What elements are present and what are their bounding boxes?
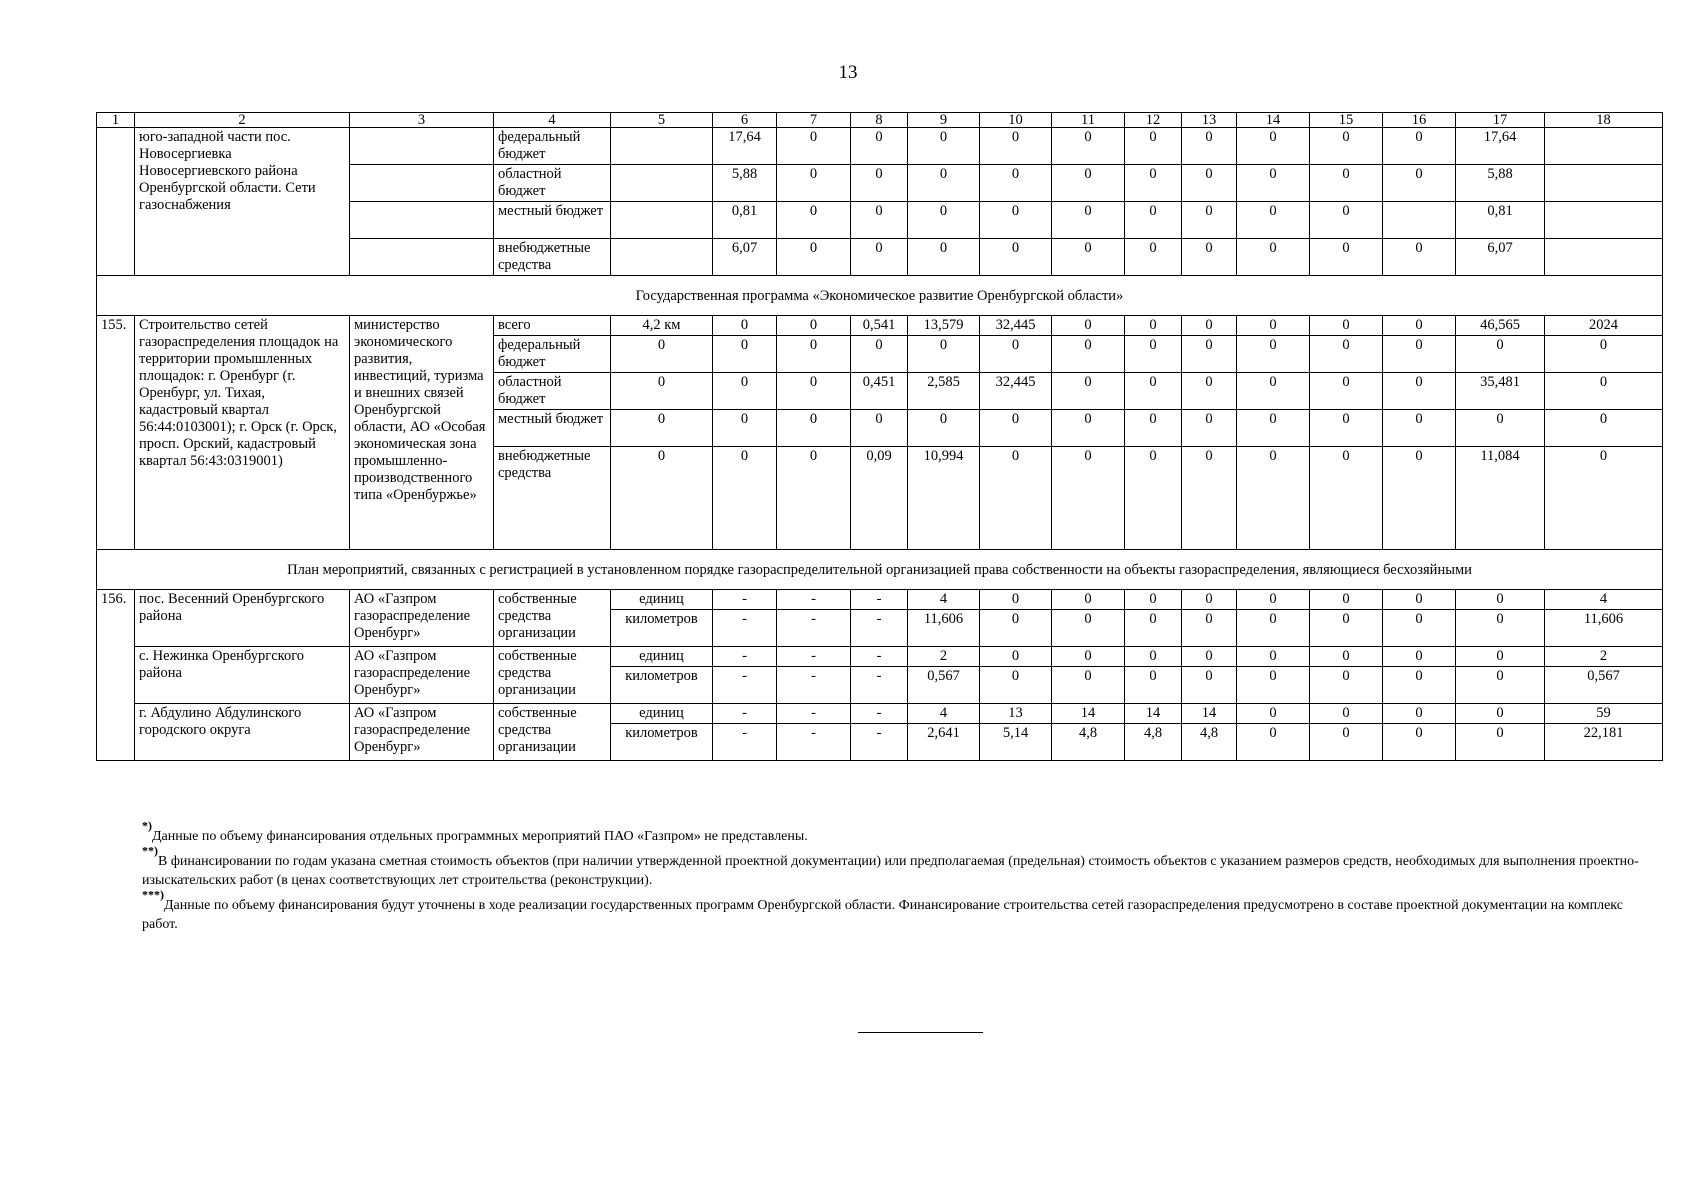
column-number-row: [97, 113, 1663, 128]
value-cell: 59: [1545, 704, 1663, 724]
column-number: 13: [1182, 113, 1237, 128]
column-number: 15: [1310, 113, 1383, 128]
value-cell: 0: [777, 165, 851, 202]
value-cell: 0: [980, 447, 1052, 550]
value-cell: 0: [1125, 316, 1182, 336]
value-cell: 0: [1125, 128, 1182, 165]
value-cell: 0: [1237, 336, 1310, 373]
unit-cell: километров: [611, 667, 713, 704]
value-cell: 0: [1182, 447, 1237, 550]
closing-rule: [858, 1032, 983, 1033]
funding-source: собственные средства организации: [494, 704, 611, 761]
value-cell: 0: [713, 316, 777, 336]
value-cell: 0: [1052, 239, 1125, 276]
value-cell: 0: [1237, 647, 1310, 667]
value-cell: 0: [1383, 447, 1456, 550]
funding-source: федеральный бюджет: [494, 336, 611, 373]
value-cell: -: [777, 610, 851, 647]
value-cell: [1545, 128, 1663, 165]
table-row: [97, 647, 1663, 667]
value-cell: 0: [851, 128, 908, 165]
value-cell: 0: [1383, 165, 1456, 202]
executor: АО «Газпром газораспределение Оренбург»: [350, 704, 494, 761]
table-row: [97, 590, 1663, 610]
value-cell: 46,565: [1456, 316, 1545, 336]
value-cell: 0: [1052, 590, 1125, 610]
value-cell: 0,451: [851, 373, 908, 410]
value-cell: 0,81: [1456, 202, 1545, 239]
executor: АО «Газпром газораспределение Оренбург»: [350, 647, 494, 704]
value-cell: 0: [1125, 165, 1182, 202]
value-cell: 0: [1125, 336, 1182, 373]
footnote-mark: *): [142, 818, 152, 833]
value-cell: -: [777, 590, 851, 610]
value-cell: 0: [851, 336, 908, 373]
column-number: 5: [611, 113, 713, 128]
value-cell: 0: [777, 202, 851, 239]
column-number: 6: [713, 113, 777, 128]
value-cell: 0: [611, 447, 713, 550]
value-cell: 0: [1456, 590, 1545, 610]
value-cell: 0: [611, 410, 713, 447]
value-cell: 0: [777, 316, 851, 336]
value-cell: 0: [1383, 647, 1456, 667]
funding-source: областной бюджет: [494, 165, 611, 202]
value-cell: 0: [1237, 128, 1310, 165]
value-cell: 0: [908, 128, 980, 165]
value-cell: 0: [1456, 647, 1545, 667]
value-cell: 2,641: [908, 724, 980, 761]
value-cell: 0: [1125, 667, 1182, 704]
value-cell: 10,994: [908, 447, 980, 550]
value-cell: 0: [1310, 336, 1383, 373]
value-cell: 5,88: [713, 165, 777, 202]
value-cell: 0: [1383, 724, 1456, 761]
value-cell: 0: [777, 447, 851, 550]
value-cell: 0: [1237, 165, 1310, 202]
section-title: Государственная программа «Экономическое развитие Оренбургской области»: [97, 276, 1663, 316]
funding-source: внебюджетные средства: [494, 239, 611, 276]
value-cell: 0: [851, 239, 908, 276]
value-cell: 0,541: [851, 316, 908, 336]
value-cell: 0: [1310, 447, 1383, 550]
capacity-cell: [611, 239, 713, 276]
value-cell: 13,579: [908, 316, 980, 336]
value-cell: 0,81: [713, 202, 777, 239]
value-cell: [1383, 202, 1456, 239]
value-cell: 0: [1237, 447, 1310, 550]
value-cell: 0: [1125, 647, 1182, 667]
object-name: г. Абдулино Абдулинского городского округа: [135, 704, 350, 761]
value-cell: 14: [1052, 704, 1125, 724]
value-cell: 0: [777, 128, 851, 165]
funding-source: всего: [494, 316, 611, 336]
value-cell: 4: [908, 704, 980, 724]
value-cell: 17,64: [713, 128, 777, 165]
column-number: 2: [135, 113, 350, 128]
value-cell: 0: [1310, 128, 1383, 165]
value-cell: 4: [1545, 590, 1663, 610]
column-number: 11: [1052, 113, 1125, 128]
program-table: [96, 112, 1663, 761]
footnote-text: Данные по объему финансирования отдельных программных мероприятий ПАО «Газпром» не представлены.: [152, 829, 808, 844]
value-cell: 0: [1182, 590, 1237, 610]
value-cell: 0: [1310, 239, 1383, 276]
unit-cell: единиц: [611, 590, 713, 610]
capacity-cell: [611, 128, 713, 165]
value-cell: 0: [1310, 202, 1383, 239]
value-cell: 0: [980, 128, 1052, 165]
value-cell: 0: [1052, 202, 1125, 239]
value-cell: 0: [1125, 410, 1182, 447]
value-cell: 0: [908, 165, 980, 202]
value-cell: 0: [1182, 128, 1237, 165]
value-cell: 0: [1237, 316, 1310, 336]
executor-cell: [350, 165, 494, 202]
value-cell: 0: [1383, 410, 1456, 447]
column-number: 17: [1456, 113, 1545, 128]
value-cell: 0: [1456, 410, 1545, 447]
value-cell: -: [851, 610, 908, 647]
funding-source: собственные средства организации: [494, 647, 611, 704]
table-row: [97, 128, 1663, 165]
entry-number-cell: [97, 128, 135, 276]
value-cell: 0: [1237, 202, 1310, 239]
section-row: [97, 550, 1663, 590]
value-cell: -: [777, 667, 851, 704]
value-cell: 0: [1237, 373, 1310, 410]
value-cell: 0: [1310, 724, 1383, 761]
value-cell: 0: [908, 410, 980, 447]
value-cell: [1545, 202, 1663, 239]
entry-number: 156.: [97, 590, 135, 761]
value-cell: 0: [1456, 667, 1545, 704]
page-number: 13: [838, 62, 858, 83]
value-cell: 0: [1052, 610, 1125, 647]
value-cell: -: [713, 610, 777, 647]
funding-source: собственные средства организации: [494, 590, 611, 647]
value-cell: 0,567: [1545, 667, 1663, 704]
footnote-text: В финансировании по годам указана сметная стоимость объектов (при наличии утвержденной проектной документации) или предполагаемая (предельная) стоимость объектов с указанием размеров средств, необходимых для выполнения проектно-изыскательских работ (в ценах соответствующих лет строительства (реконструкции).: [142, 854, 1639, 888]
value-cell: 2: [908, 647, 980, 667]
value-cell: 0: [1182, 239, 1237, 276]
unit-cell: километров: [611, 610, 713, 647]
value-cell: 0: [1052, 373, 1125, 410]
value-cell: -: [713, 590, 777, 610]
value-cell: 0: [1383, 373, 1456, 410]
entry-number: 155.: [97, 316, 135, 550]
value-cell: [1545, 165, 1663, 202]
footnote: [142, 887, 1642, 932]
value-cell: -: [777, 647, 851, 667]
value-cell: 0: [1310, 410, 1383, 447]
value-cell: 0: [1310, 667, 1383, 704]
value-cell: -: [851, 647, 908, 667]
funding-source: федеральный бюджет: [494, 128, 611, 165]
value-cell: 0,09: [851, 447, 908, 550]
capacity-cell: [611, 202, 713, 239]
funding-source: местный бюджет: [494, 410, 611, 447]
executor-cell: [350, 239, 494, 276]
value-cell: 0: [1182, 202, 1237, 239]
value-cell: 0: [1383, 316, 1456, 336]
value-cell: 0: [1237, 239, 1310, 276]
value-cell: 0: [1383, 667, 1456, 704]
unit-cell: единиц: [611, 704, 713, 724]
value-cell: 0: [1125, 373, 1182, 410]
value-cell: 0: [1383, 239, 1456, 276]
value-cell: -: [851, 590, 908, 610]
value-cell: 0: [1310, 165, 1383, 202]
value-cell: -: [777, 704, 851, 724]
value-cell: 0: [1310, 316, 1383, 336]
value-cell: 32,445: [980, 316, 1052, 336]
value-cell: -: [713, 704, 777, 724]
value-cell: 4,2 км: [611, 316, 713, 336]
value-cell: 0: [1125, 202, 1182, 239]
value-cell: 0: [908, 202, 980, 239]
footnote-mark: ***): [142, 887, 164, 902]
value-cell: 0: [1456, 336, 1545, 373]
value-cell: 0: [980, 667, 1052, 704]
value-cell: 0: [713, 447, 777, 550]
value-cell: 0: [1182, 610, 1237, 647]
value-cell: 0: [611, 336, 713, 373]
unit-cell: единиц: [611, 647, 713, 667]
value-cell: 0: [1237, 667, 1310, 704]
value-cell: [1545, 239, 1663, 276]
value-cell: 0: [1052, 647, 1125, 667]
value-cell: 0: [851, 202, 908, 239]
value-cell: 0: [1383, 590, 1456, 610]
value-cell: 0: [611, 373, 713, 410]
value-cell: 0: [1456, 610, 1545, 647]
funding-source: внебюджетные средства: [494, 447, 611, 550]
value-cell: 0: [1383, 610, 1456, 647]
value-cell: 2024: [1545, 316, 1663, 336]
value-cell: 6,07: [713, 239, 777, 276]
value-cell: 0: [777, 410, 851, 447]
value-cell: 0: [980, 165, 1052, 202]
value-cell: 0: [1237, 410, 1310, 447]
value-cell: 0: [1182, 373, 1237, 410]
value-cell: 0: [777, 373, 851, 410]
value-cell: 5,88: [1456, 165, 1545, 202]
column-number: 10: [980, 113, 1052, 128]
value-cell: 0: [1237, 704, 1310, 724]
column-number: 14: [1237, 113, 1310, 128]
value-cell: 0: [980, 590, 1052, 610]
column-number: 18: [1545, 113, 1663, 128]
value-cell: 0: [980, 239, 1052, 276]
value-cell: 0: [980, 202, 1052, 239]
value-cell: 0: [851, 165, 908, 202]
value-cell: 0: [1545, 410, 1663, 447]
value-cell: 11,606: [908, 610, 980, 647]
capacity-cell: [611, 165, 713, 202]
value-cell: 4,8: [1052, 724, 1125, 761]
value-cell: 11,606: [1545, 610, 1663, 647]
value-cell: 0: [1545, 447, 1663, 550]
executor: АО «Газпром газораспределение Оренбург»: [350, 590, 494, 647]
value-cell: 4,8: [1125, 724, 1182, 761]
footnote: [142, 818, 1642, 844]
value-cell: 0: [1383, 128, 1456, 165]
column-number: 4: [494, 113, 611, 128]
value-cell: 0: [1052, 410, 1125, 447]
value-cell: 0: [1237, 610, 1310, 647]
value-cell: 2: [1545, 647, 1663, 667]
table-row: [97, 704, 1663, 724]
footnote-text: Данные по объему финансирования будут уточнены в ходе реализации государственных программ Оренбургской области. Финансирование строительства сетей газораспределения предусмотрено в составе проектной документации на комплекс работ.: [142, 898, 1623, 932]
value-cell: 17,64: [1456, 128, 1545, 165]
executor-cell: [350, 128, 494, 165]
value-cell: 0: [1182, 316, 1237, 336]
funding-source: местный бюджет: [494, 202, 611, 239]
value-cell: 0: [1383, 336, 1456, 373]
column-number: 1: [97, 113, 135, 128]
value-cell: 0: [1125, 610, 1182, 647]
value-cell: 0: [1310, 590, 1383, 610]
object-name: пос. Весенний Оренбургского района: [135, 590, 350, 647]
value-cell: 0: [1545, 336, 1663, 373]
value-cell: 35,481: [1456, 373, 1545, 410]
value-cell: 0: [908, 239, 980, 276]
value-cell: 0: [980, 647, 1052, 667]
value-cell: 0: [908, 336, 980, 373]
value-cell: 0,567: [908, 667, 980, 704]
value-cell: -: [713, 724, 777, 761]
value-cell: 0: [851, 410, 908, 447]
unit-cell: километров: [611, 724, 713, 761]
value-cell: -: [713, 667, 777, 704]
value-cell: 0: [1237, 724, 1310, 761]
value-cell: 4,8: [1182, 724, 1237, 761]
value-cell: 0: [1052, 128, 1125, 165]
object-name: с. Нежинка Оренбургского района: [135, 647, 350, 704]
column-number: 12: [1125, 113, 1182, 128]
value-cell: 0: [1052, 165, 1125, 202]
value-cell: 0: [777, 239, 851, 276]
footnote: [142, 843, 1642, 888]
value-cell: -: [851, 724, 908, 761]
executor: министерство экономического развития, инвестиций, туризма и внешних связей Оренбургской области, АО «Особая экономическая зона промышленно-производственного типа «Оренбуржье»: [350, 316, 494, 550]
value-cell: 0: [1456, 704, 1545, 724]
value-cell: 13: [980, 704, 1052, 724]
value-cell: 0: [1310, 373, 1383, 410]
footnotes: [142, 818, 1642, 935]
value-cell: 0: [980, 410, 1052, 447]
value-cell: 0: [1182, 336, 1237, 373]
value-cell: 0: [1052, 336, 1125, 373]
value-cell: 0: [980, 336, 1052, 373]
value-cell: 0: [713, 373, 777, 410]
value-cell: 0: [1125, 590, 1182, 610]
value-cell: -: [851, 667, 908, 704]
value-cell: 0: [1383, 704, 1456, 724]
section-row: [97, 276, 1663, 316]
value-cell: 0: [1125, 239, 1182, 276]
value-cell: 4: [908, 590, 980, 610]
executor-cell: [350, 202, 494, 239]
value-cell: 0: [777, 336, 851, 373]
value-cell: 0: [1310, 704, 1383, 724]
value-cell: 0: [1182, 410, 1237, 447]
column-number: 3: [350, 113, 494, 128]
value-cell: 0: [713, 410, 777, 447]
funding-source: областной бюджет: [494, 373, 611, 410]
value-cell: 2,585: [908, 373, 980, 410]
table-row: [97, 316, 1663, 336]
column-number: 9: [908, 113, 980, 128]
value-cell: 32,445: [980, 373, 1052, 410]
value-cell: 0: [1052, 667, 1125, 704]
value-cell: 0: [980, 610, 1052, 647]
value-cell: 0: [1310, 610, 1383, 647]
value-cell: 0: [1052, 447, 1125, 550]
value-cell: 14: [1182, 704, 1237, 724]
value-cell: 22,181: [1545, 724, 1663, 761]
value-cell: 6,07: [1456, 239, 1545, 276]
column-number: 8: [851, 113, 908, 128]
column-number: 7: [777, 113, 851, 128]
value-cell: 0: [1182, 667, 1237, 704]
value-cell: 0: [1237, 590, 1310, 610]
value-cell: 0: [1182, 165, 1237, 202]
value-cell: 0: [1182, 647, 1237, 667]
column-number: 16: [1383, 113, 1456, 128]
value-cell: 0: [713, 336, 777, 373]
table-body: [97, 113, 1663, 761]
value-cell: 0: [1125, 447, 1182, 550]
value-cell: -: [777, 724, 851, 761]
value-cell: 5,14: [980, 724, 1052, 761]
value-cell: 0: [1310, 647, 1383, 667]
value-cell: 11,084: [1456, 447, 1545, 550]
section-title: План мероприятий, связанных с регистрацией в установленном порядке газораспределительной организацией права собственности на объекты газораспределения, являющиеся бесхозяйными: [97, 550, 1663, 590]
value-cell: 0: [1052, 316, 1125, 336]
footnote-mark: **): [142, 843, 158, 858]
value-cell: 0: [1545, 373, 1663, 410]
value-cell: -: [851, 704, 908, 724]
value-cell: -: [713, 647, 777, 667]
object-name: юго-западной части пос. Новосергиевка Новосергиевского района Оренбургской области. Сети газоснабжения: [135, 128, 350, 276]
value-cell: 14: [1125, 704, 1182, 724]
object-name: Строительство сетей газораспределения площадок на территории промышленных площадок: г. Оренбург (г. Оренбург, ул. Тихая, кадастровый квартал 56:44:0103001); г. Орск (г. Орск, просп. Орский, кадастровый квартал 56:43:0319001): [135, 316, 350, 550]
value-cell: 0: [1456, 724, 1545, 761]
